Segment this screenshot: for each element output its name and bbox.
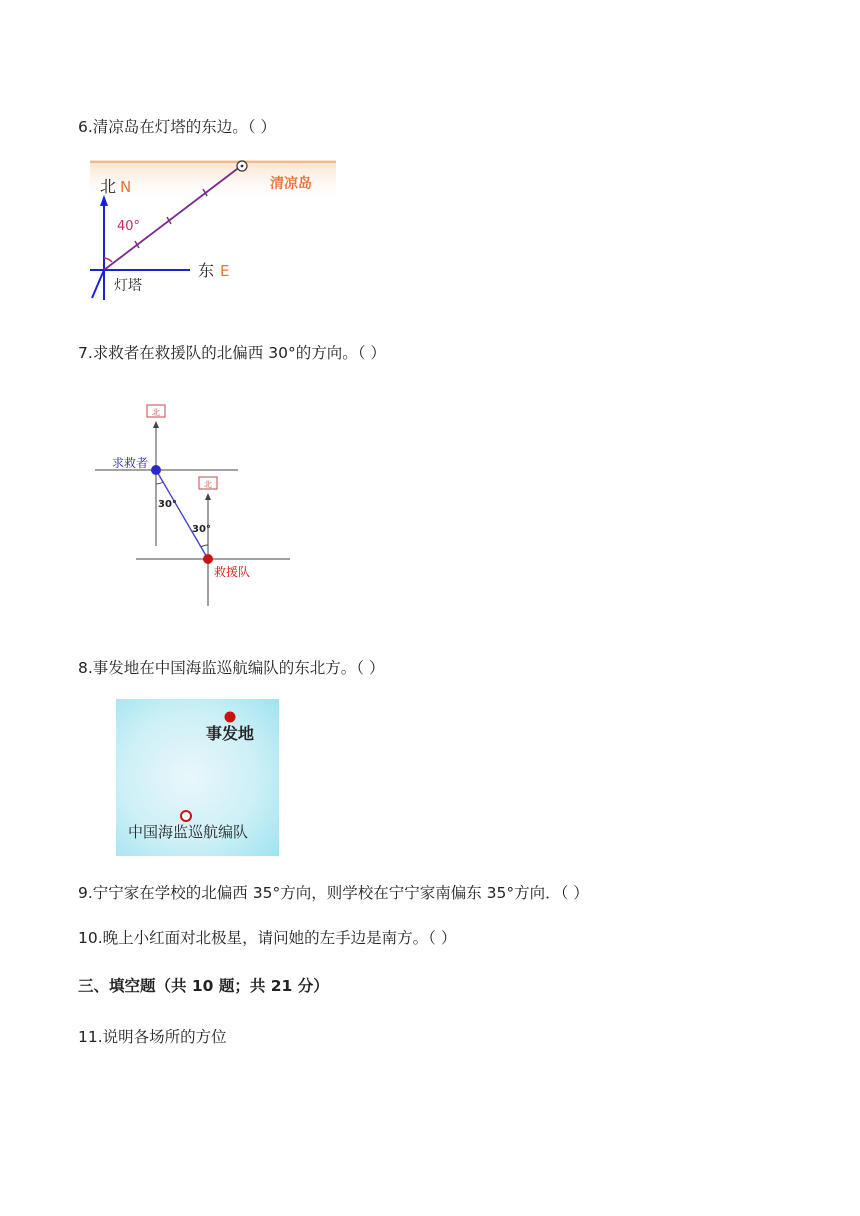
east-label: 东 [198, 261, 215, 280]
event-label: 事发地 [206, 724, 255, 743]
question-11: 11.说明各场所的方位 [78, 1028, 227, 1046]
question-7: 7.求救者在救援队的北偏西 30°的方向。（ ） [78, 344, 386, 362]
team-marker [203, 554, 213, 564]
east-letter: E [220, 262, 230, 280]
angle-label-2: 30° [192, 524, 211, 535]
question-10: 10.晚上小红面对北极星，请问她的左手边是南方。（ ） [78, 929, 457, 947]
question-9: 9.宁宁家在学校的北偏西 35°方向，则学校在宁宁家南偏东 35°方向．（ ） [78, 884, 589, 902]
north-arrow-icon [205, 493, 211, 500]
north-letter: N [120, 178, 132, 196]
question-6: 6.清凉岛在灯塔的东边。（ ） [78, 118, 276, 136]
north-label: 北 [100, 177, 117, 196]
person-label: 求救者 [112, 456, 149, 470]
fleet-marker [181, 811, 191, 821]
origin-label: 灯塔 [114, 278, 142, 294]
person-marker [151, 465, 161, 475]
figure-8-sea-map [116, 699, 279, 856]
target-label: 清凉岛 [270, 176, 312, 192]
southwest-tail [92, 270, 104, 298]
team-label: 救援队 [214, 565, 251, 579]
fleet-label: 中国海监巡航编队 [128, 823, 249, 841]
event-marker [225, 712, 236, 723]
north-arrow-icon [153, 421, 159, 428]
question-8: 8.事发地在中国海监巡航编队的东北方。（ ） [78, 659, 385, 677]
angle-arc [104, 258, 112, 262]
angle-label-1: 30° [158, 499, 177, 510]
figure-6-lighthouse-diagram [90, 160, 336, 300]
section-heading-fill-in: 三、填空题（共 10 题；共 21 分） [78, 977, 329, 995]
angle-label: 40° [117, 219, 141, 234]
north-box-1-label: 北 [152, 408, 160, 417]
figure-7-rescue-diagram [90, 400, 300, 610]
north-box-2-label: 北 [204, 480, 212, 489]
